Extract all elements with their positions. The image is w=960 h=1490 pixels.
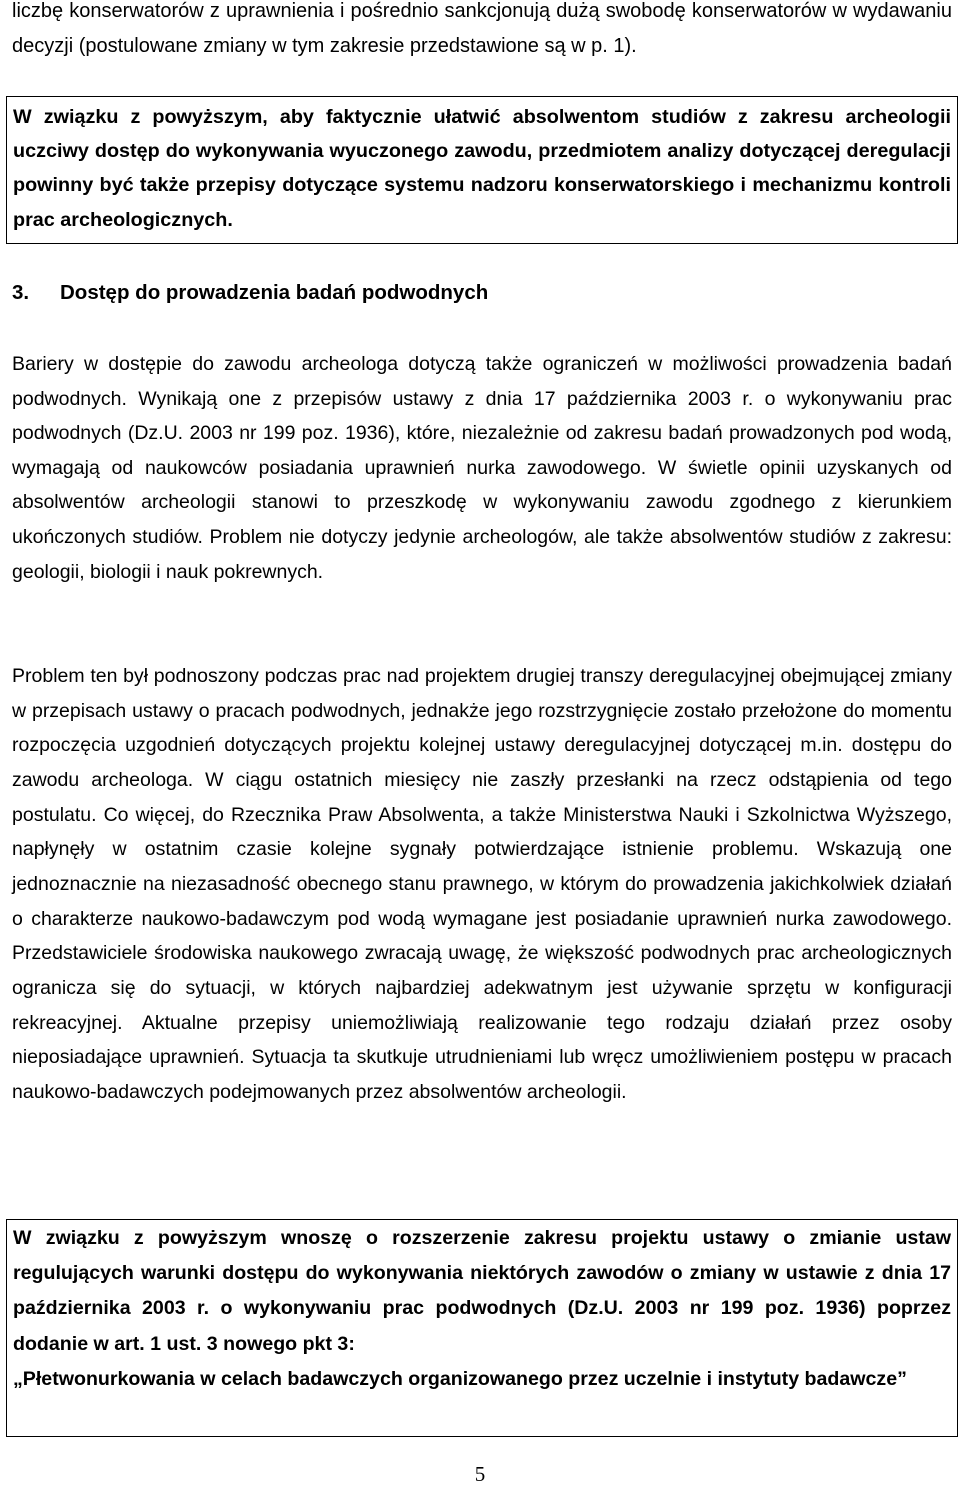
section-number: 3.: [12, 281, 30, 304]
problem-paragraph: Problem ten był podnoszony podczas prac nad projektem drugiej transzy deregulacyjnej obejmującej zmiany w przepisach ustawy o pracach podwodnych, jednakże jego rozstrzygnięcie zostało przełożone do momentu rozpoczęcia uzgodnień dotyczących projektu kolejnej ustawy deregulacyjnej dotyczącej m.in. dostępu do zawodu archeologa. W ciągu ostatnich miesięcy nie zaszły przesłanki na rzecz odstąpienia od tego postulatu. Co więcej, do Rzecznika Praw Absolwenta, a także Ministerstwa Nauki i Szkolnictwa Wyższego, napłynęły w ostatnim czasie kolejne sygnały potwierdzające istnienie problemu. Wskazują one jednoznacznie na niezasadność obecnego stanu prawnego, w którym do prowadzenia jakichkolwiek działań o charakterze naukowo-badawczym pod wodą wymagane jest posiadanie uprawnień nurka zawodowego. Przedstawiciele środowiska naukowego zwracają uwagę, że większość podwodnych prac archeologicznych ogranicza się do sytuacji, w których najbardziej adekwatnym jest używanie sprzętu w konfiguracji rekreacyjnej. Aktualne przepisy uniemożliwiają realizowanie tego rodzaju działań przez osoby nieposiadające uprawnień. Sytuacja ta skutkuje utrudnieniami lub wręcz umożliwieniem postępu w pracach naukowo-badawczych podejmowanych przez absolwentów archeologii.: [12, 665, 952, 1103]
summary-box-text: W związku z powyższym, aby faktycznie ułatwić absolwentom studiów z zakresu archeologii uczciwy dostęp do wykonywania wyuczonego zawodu, przedmiotem analizy dotyczącej deregulacji powinny być także przepisy dotyczące systemu nadzoru konserwatorskiego i mechanizmu kontroli prac archeologicznych.: [13, 106, 951, 231]
page-number: 5: [474, 1462, 486, 1486]
barriers-paragraph: Bariery w dostępie do zawodu archeologa dotyczą także ograniczeń w możliwości prowadzenia badań podwodnych. Wynikają one z przepisów ustawy z dnia 17 października 2003 r. o wykonywaniu prac podwodnych (Dz.U. 2003 nr 199 poz. 1936), które, niezależnie od zakresu badań prowadzonych pod wodą, wymagają od naukowców posiadania uprawnień nurka zawodowego. W świetle opinii uzyskanych od absolwentów archeologii stanowi to przeszkodę w wykonywaniu zawodu zgodnego z kierunkiem ukończonych studiów. Problem nie dotyczy jedynie archeologów, ale także absolwentów studiów z zakresu: geologii, biologii i nauk pokrewnych.: [12, 353, 952, 583]
proposal-quote: „Płetwonurkowania w celach badawczych organizowanego przez uczelnie i instytuty badawcze”: [13, 1367, 907, 1390]
intro-paragraph: liczbę konserwatorów z uprawnienia i pośrednio sankcjonują dużą swobodę konserwatorów w wydawaniu decyzji (postulowane zmiany w tym zakresie przedstawione są w p. 1).: [12, 0, 952, 57]
section-title: Dostęp do prowadzenia badań podwodnych: [60, 281, 489, 304]
proposal-text: W związku z powyższym wnoszę o rozszerzenie zakresu projektu ustawy o zmianie ustaw regulujących warunki dostępu do wykonywania niektórych zawodów o zmiany w ustawie z dnia 17 października 2003 r. o wykonywaniu prac podwodnych (Dz.U. 2003 nr 199 poz. 1936) poprzez dodanie w art. 1 ust. 3 nowego pkt 3:: [13, 1227, 951, 1355]
proposal-box-content: [13, 1221, 951, 1397]
summary-box: [6, 96, 958, 244]
proposal-box: [6, 1219, 958, 1437]
section-heading: [12, 278, 489, 308]
